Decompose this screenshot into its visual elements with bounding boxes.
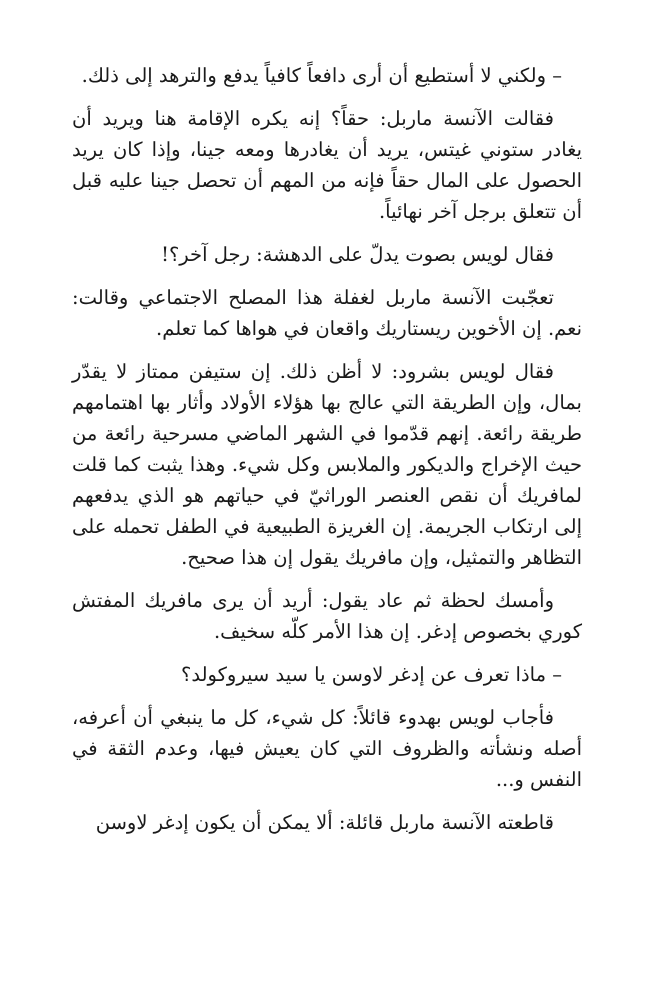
paragraph-8: فأجاب لويس بهدوء قائلاً: كل شيء، كل ما ينبغي أن أعرفه، أصله ونشأته والظروف التي كان يعيش فيها، وعدم الثقة في النفس و... bbox=[72, 706, 582, 791]
paragraph-3: فقال لويس بصوت يدلّ على الدهشة: رجل آخر؟! bbox=[161, 243, 554, 266]
paragraph-1: – ولكني لا أستطيع أن أرى دافعاً كافياً يدفع والترهد إلى ذلك. bbox=[81, 64, 562, 87]
paragraph-2: فقالت الآنسة ماربل: حقاً؟ إنه يكره الإقامة هنا ويريد أن يغادر ستوني غيتس، يريد أن يغادرها ومعه جينا، وإذا كان يريد الحصول على المال حقاً فإنه من المهم أن تحصل جينا عليه قبل أن تتعلق برجل آخر نهائياً. bbox=[72, 107, 582, 223]
paragraph-5: فقال لويس بشرود: لا أظن ذلك. إن ستيفن ممتاز لا يقدّر بمال، وإن الطريقة التي عالج بها هؤلاء الأولاد وأثار بها اهتمامهم طريقة رائعة. إنهم قدّموا في الشهر الماضي مسرحية رائعة من حيث الإخراج والديكور والملابس وكل شيء. وهذا يثبت كما قلت لمافريك أن نقص العنصر الوراثيّ في حياتهم هو الذي يدفعهم إلى ارتكاب الجريمة. إن الغريزة الطبيعية في الطفل تحمله على التظاهر والتمثيل، وإن مافريك يقول إن هذا صحيح. bbox=[72, 360, 582, 569]
paragraph-4: تعجّبت الآنسة ماربل لغفلة هذا المصلح الاجتماعي وقالت: نعم. إن الأخوين ريستاريك واقعان في هواها كما تعلم. bbox=[72, 286, 582, 340]
paragraph-6: وأمسك لحظة ثم عاد يقول: أريد أن يرى مافريك المفتش كوري بخصوص إدغر. إن هذا الأمر كلّه سخيف. bbox=[72, 589, 582, 643]
paragraph-9: قاطعته الآنسة ماربل قائلة: ألا يمكن أن يكون إدغر لاوسن bbox=[95, 811, 554, 834]
book-page bbox=[72, 60, 582, 850]
paragraph-7: – ماذا تعرف عن إدغر لاوسن يا سيد سيروكولد؟ bbox=[180, 663, 562, 686]
